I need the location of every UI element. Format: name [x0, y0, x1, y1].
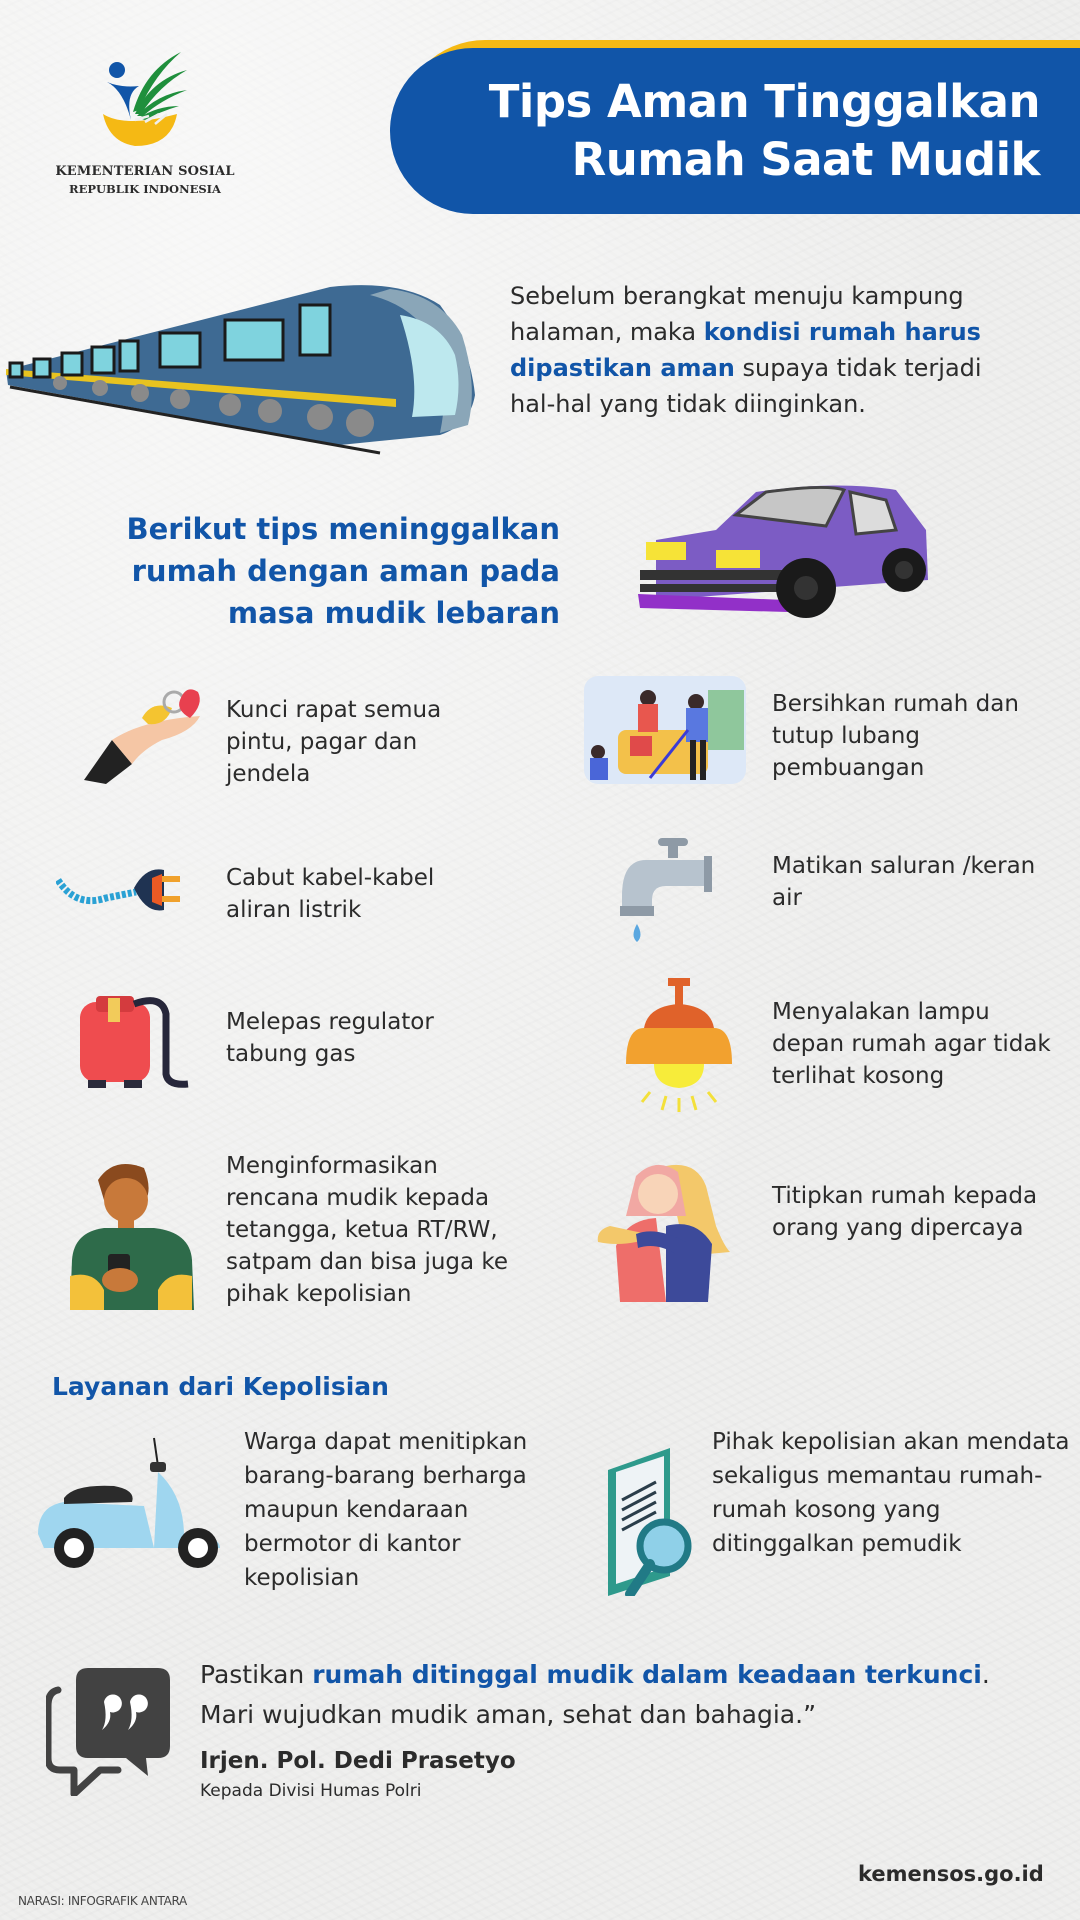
tips-heading [60, 508, 560, 634]
tip-turn-on-lights: Menyalakan lampu depan rumah agar tidak terlihat kosong [772, 999, 1051, 1089]
page-title-line2: Rumah Saat Mudik [571, 133, 1040, 186]
tip-inform-neighbors: Menginformasikan rencana mudik kepada tetangga, ketua RT/RW, satpam dan bisa juga ke pihak kepolisian [226, 1153, 509, 1307]
tip-entrust-house: Titipkan rumah kepada orang yang dipercaya [772, 1183, 1038, 1241]
org-name-line2: REPUBLIK INDONESIA [69, 182, 221, 196]
gas-cylinder-icon [76, 994, 196, 1094]
quote-line2: Mari wujudkan mudik aman, sehat dan bahagia.” [200, 1700, 817, 1729]
quote-author: Irjen. Pol. Dedi Prasetyo [200, 1748, 516, 1774]
tips-heading-line2: rumah dengan aman pada [131, 554, 560, 588]
tip-remove-gas-regulator: Melepas regulator tabung gas [226, 1009, 434, 1067]
police-services-title: Layanan dari Kepolisian [52, 1372, 389, 1401]
kemensos-logo-icon [95, 50, 195, 150]
source-credit: NARASI: INFOGRAFIK ANTARA [18, 1894, 187, 1908]
intro-text-end: supaya tidak terjadi hal-hal yang tidak diinginkan. [510, 354, 982, 418]
hug-icon [596, 1156, 732, 1306]
website-link[interactable]: kemensos.go.id [858, 1862, 1044, 1886]
tip-turn-off-water: Matikan saluran /keran air [772, 853, 1036, 911]
document-magnifier-icon [606, 1448, 696, 1600]
quote-text-start: Pastikan [200, 1660, 313, 1689]
page-title-line1: Tips Aman Tinggalkan [488, 75, 1040, 128]
org-name-line1: KEMENTERIAN SOSIAL [55, 164, 235, 179]
quote-highlight: rumah ditinggal mudik dalam keadaan terkunci [312, 1660, 982, 1689]
tip-unplug-cables: Cabut kabel-kabel aliran listrik [226, 865, 435, 923]
tips-heading-line3: masa mudik lebaran [227, 596, 560, 630]
car-icon [636, 470, 931, 634]
plug-cable-icon [56, 858, 186, 922]
train-icon [0, 275, 480, 459]
title-banner [390, 48, 1080, 214]
hand-key-icon [82, 680, 204, 789]
tip-clean-house: Bersihkan rumah dan tutup lubang pembuangan [772, 691, 1019, 781]
police-service-monitor: Pihak kepolisian akan mendata sekaligus memantau rumah-rumah kosong yang ditinggalkan pemudik [712, 1429, 1070, 1557]
person-phone-icon [64, 1160, 198, 1314]
tip-lock-doors: Kunci rapat semua pintu, pagar dan jendela [226, 697, 442, 787]
quote-author-role: Kepada Divisi Humas Polri [200, 1781, 422, 1801]
quote-text-end: . [981, 1660, 990, 1689]
cleaning-family-icon [578, 670, 750, 792]
intro-text: Sebelum berangkat menuju kampung halaman, maka [510, 282, 964, 346]
water-tap-icon [616, 836, 736, 952]
police-service-deposit: Warga dapat menitipkan barang-barang berharga maupun kendaraan bermotor di kantor kepolisian [244, 1429, 528, 1591]
kemensos-logo [50, 50, 240, 196]
quote-text [200, 1655, 1060, 1735]
quote-bubble-icon [46, 1666, 172, 1800]
intro-paragraph [510, 278, 1030, 422]
quote-line1 [200, 1655, 1060, 1695]
ceiling-lamp-icon [624, 978, 734, 1118]
intro-highlight: kondisi rumah harus dipastikan aman [510, 318, 981, 382]
scooter-icon [34, 1436, 226, 1574]
tips-heading-line1: Berikut tips meninggalkan [126, 512, 560, 546]
